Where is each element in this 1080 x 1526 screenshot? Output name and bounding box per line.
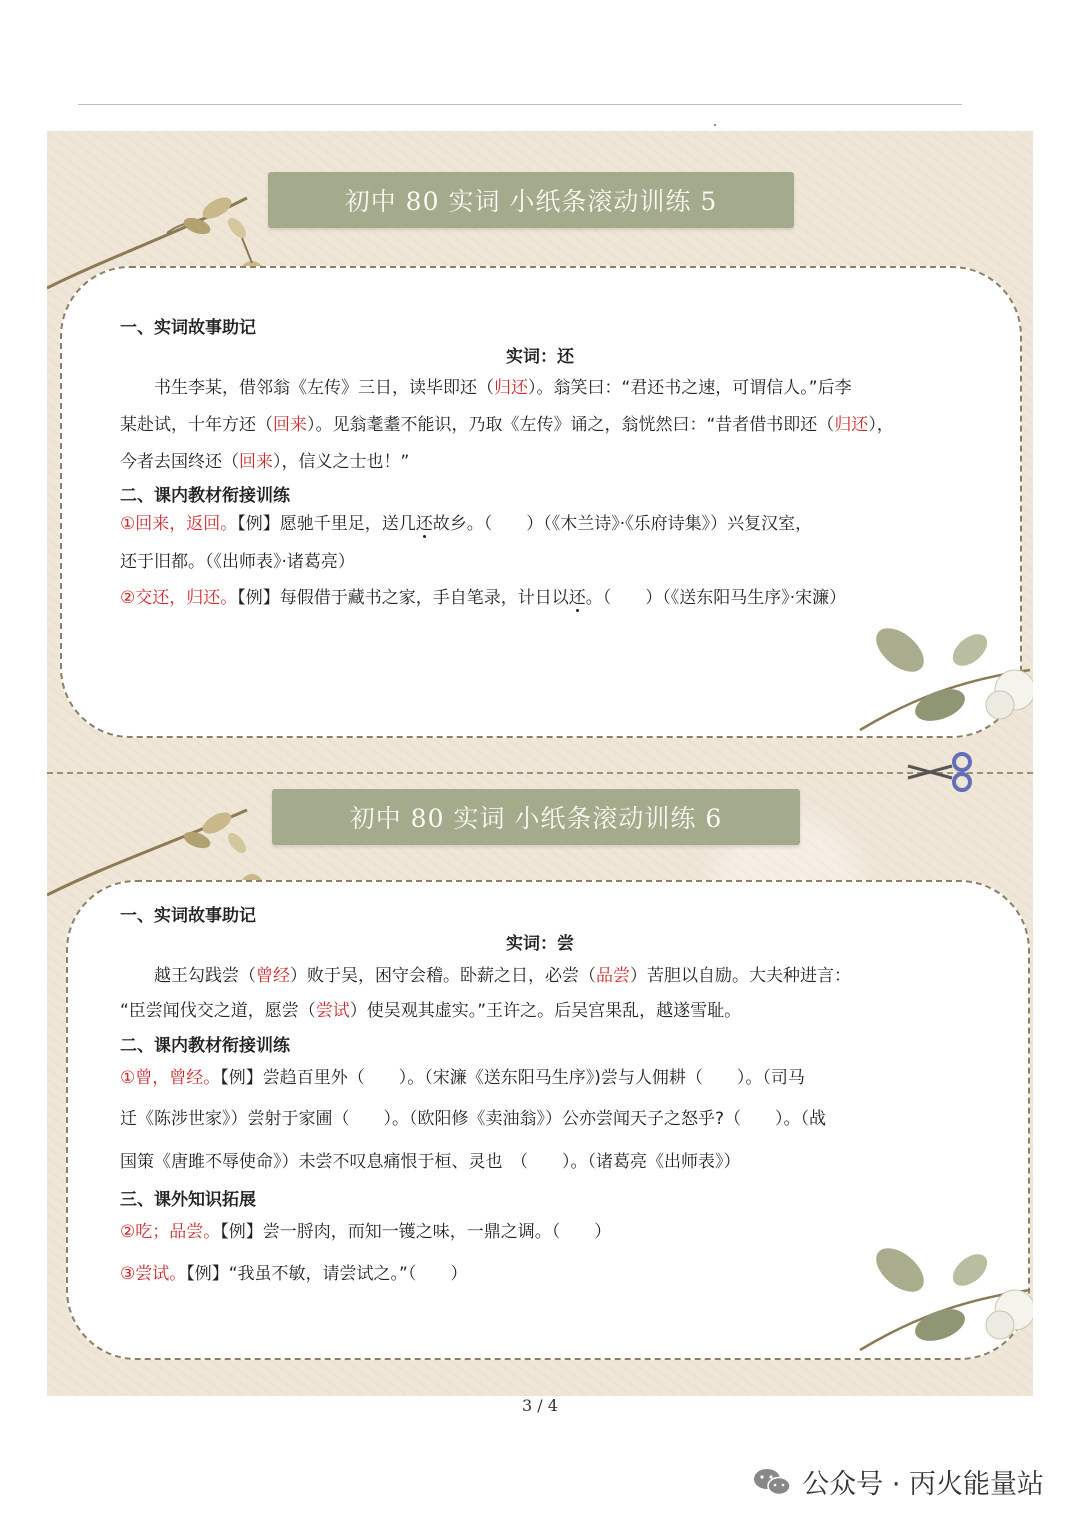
example-line: 国策《唐雎不辱使命》）未尝不叹息痛恨于桓、灵也 （ ）。（诸葛亮《出师表》） xyxy=(120,1152,741,1172)
top-divider xyxy=(78,104,962,105)
story-line-3: 今者去国终还（回来），信义之士也！” xyxy=(120,452,410,472)
top-dot xyxy=(714,124,716,126)
scissors-icon xyxy=(906,752,976,792)
page-number: 3 / 4 xyxy=(522,1396,558,1415)
target-word: 还 xyxy=(415,514,433,534)
example-line: ②交还，归还。【例】每假借于藏书之家，手自笔录，计日以还。（ ）（《送东阳马生序》·宋濂） xyxy=(120,588,847,608)
story-line-1: 书生李某，借邻翁《左传》三日，读毕即还（归还）。翁笑曰：“君还书之速，可谓信人。”后李 xyxy=(120,378,852,398)
section-heading: 三、课外知识拓展 xyxy=(120,1190,256,1210)
example-line: ②吃；品尝。【例】尝一脟肉，而知一镬之味，一鼎之调。（ ） xyxy=(120,1222,612,1242)
cut-line xyxy=(47,772,1033,774)
banner-title-5 xyxy=(268,172,794,228)
section-heading: 一、实词故事助记 xyxy=(120,318,256,338)
meaning-gloss: 曾经 xyxy=(256,966,290,986)
cotton-flower-icon xyxy=(840,610,1033,740)
story-line-1: 越王勾践尝（曾经）败于吴，困守会稽。卧薪之日，必尝（品尝）苦胆以自励。大夫种进言： xyxy=(120,966,851,986)
cotton-flower-icon xyxy=(840,1230,1033,1360)
meaning-label: ②吃；品尝。 xyxy=(120,1222,221,1242)
story-line-2: “臣尝闻伐交之道，愿尝（尝试）使吴观其虚实。”王许之。后吴宫果乱，越遂雪耻。 xyxy=(120,1001,742,1021)
meaning-gloss: 尝试 xyxy=(315,1001,350,1021)
meaning-label: ①回来，返回。 xyxy=(120,514,238,534)
example-line: ③尝试。【例】“我虽不敏，请尝试之。”（ ） xyxy=(120,1264,468,1284)
section-heading: 一、实词故事助记 xyxy=(120,906,256,926)
footer-text: 公众号 · 丙火能量站 xyxy=(802,1469,1044,1500)
banner-title-text: 初中 80 实词 小纸条滚动训练 5 xyxy=(344,187,718,216)
example-line: 迁《陈涉世家》）尝射于家圃（ ）。（欧阳修《卖油翁》）公亦尝闻天子之怒乎?（ ）。（战 xyxy=(120,1109,827,1129)
meaning-label: ②交还，归还。 xyxy=(120,588,238,608)
example-line: ①曾，曾经。【例】尝趋百里外（ ）。（宋濂《送东阳马生序》)尝与人佣耕（ ）。（司马 xyxy=(120,1068,805,1088)
story-line-2: 某赴试，十年方还（回来）。见翁耄耋不能识，乃取《左传》诵之，翁恍然曰：“昔者借书即还（归还）， xyxy=(120,415,894,435)
example-line: 还于旧都。（《出师表》·诸葛亮） xyxy=(120,552,355,572)
banner-title-6 xyxy=(272,789,800,845)
wechat-icon xyxy=(752,1466,792,1498)
section-heading: 二、课内教材衔接训练 xyxy=(120,1036,290,1056)
word-heading: 实词：还 xyxy=(506,347,574,367)
meaning-gloss: 品尝 xyxy=(596,966,630,986)
section-heading: 二、课内教材衔接训练 xyxy=(120,486,290,506)
footer-watermark xyxy=(752,1462,1044,1501)
meaning-gloss: 回来 xyxy=(239,452,273,472)
meaning-label: ③尝试。 xyxy=(120,1264,187,1284)
meaning-gloss: 回来 xyxy=(273,415,307,435)
example-line: ①回来，返回。【例】愿驰千里足，送几还故乡。（ ）（《木兰诗》·《乐府诗集》）兴复汉室， xyxy=(120,514,813,534)
meaning-label: ①曾，曾经。 xyxy=(120,1068,221,1088)
banner-title-text: 初中 80 实词 小纸条滚动训练 6 xyxy=(349,804,723,833)
meaning-gloss: 归还 xyxy=(834,415,869,435)
target-word: 还 xyxy=(568,588,586,608)
word-heading: 实词：尝 xyxy=(506,934,574,954)
meaning-gloss: 归还 xyxy=(494,378,528,398)
